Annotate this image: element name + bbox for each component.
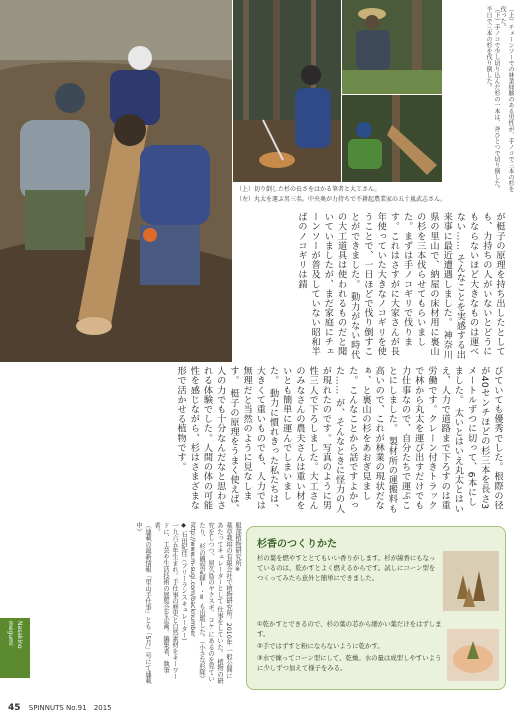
paragraph-f: 太いとはいえ丸太とはいえ、人力で道路まで下ろすのは重労働です。クレーン付きトラックで林から丸太を運び出すだけでも力仕事なので、自分たちで運ぶことにしました。 xyxy=(386,366,464,514)
cedar-incense-box xyxy=(246,526,506,690)
paragraph-c: 神奈川県の里山で、納屋の床材用に裏山の杉を三本伐らせてもらいました。まずは手ノコギリで伐ります。これはさすがに大家さんが長年使っていた大きなノコギリを使うことで、一日ほどで伐り倒すことができました。 xyxy=(348,212,453,360)
article-text-middle xyxy=(8,366,504,514)
profile-line-5: にあるのを見ていたり、 xyxy=(198,522,214,682)
photo-measuring xyxy=(233,0,341,182)
profile-line-6: 杉の観察記録Ⅰ・Ⅱ も出版した。（小さな杉隊） xyxy=(198,542,205,682)
magazine-name: SPINNUTS No.91 xyxy=(28,704,87,712)
profile-name: ◆ 石田紀佳（フリーランスキュレーター） xyxy=(180,522,187,645)
profile-line-1: 薬草栽培の有限会社で植物研究所。2010年 xyxy=(225,522,232,646)
box-step-1: ①乾かすとできるので、杉の葉の芯から細かい葉だけをはずします。 xyxy=(257,620,442,638)
incense-cone-photo xyxy=(443,551,499,611)
photo-log-carry xyxy=(0,0,232,362)
caption-bottom-left-1: （上）切り倒した杉の長さをはかる筆者と大工さん。 xyxy=(236,186,381,193)
profile-org: 服部植物研究所※ xyxy=(234,522,241,574)
page-number: 45 xyxy=(8,703,21,713)
profile-note: （連載の最新情報「里山手仕事」とも「5月」号にて連載中） xyxy=(135,522,151,684)
profile-bio: 一九六五年生まれ。手仕事の歴史と自然素材をキーワードに、工芸や生活技術の展覧会を企画。編集者、執筆者。 xyxy=(153,522,178,680)
caption-top-right-1: （上）チェーンソーでの林業経験のある男性が、手ノコで三本の杉を伐った。 xyxy=(499,6,514,192)
author-profile xyxy=(36,522,242,684)
caption-bottom-left-2: （左）丸太を運ぶ男三名。中央奥が力持ちで不耕起農業家の五十嵐武志さん。 xyxy=(236,196,447,203)
year: 2015 xyxy=(93,704,112,712)
paragraph-h: が、そんなときに怪力の人が現れたのです。写真のように男性三人で下ろしました。大工さんのみなさんの農夫さんは重い材をいとも簡単に運んでしまいました。 xyxy=(267,366,345,514)
box-intro: 杉の葉を燃やすととてもいい香りがします。杉が線香にもなっているのは、乾かすとよく燃えるからです。試しにコーン型をつくってみたら意外と簡単にできました。 xyxy=(257,554,436,582)
paragraph-g: 製材所の運搬料も高いので、これが林業の現状だなぁ、と裏山の杉をあおぎ見ました。こんなことから話ですよかった…… xyxy=(333,366,398,514)
hand-cone-photo xyxy=(447,629,499,681)
paragraph-j: 梃子の原理をうまく使えば、人の力でも十分なんだなと思わされる体験でした。人間の体の可能性を感じながら、杉はさまざまな形で活かせる植物です。 xyxy=(175,366,239,514)
side-logo-text: Nasakino megumi xyxy=(7,621,23,649)
photo-sawing xyxy=(342,0,442,94)
paragraph-e: びていても優秀でした。根際の径が40センチほどの杉三本を長さ3メートルずつに切って、6本にしました。 xyxy=(452,366,503,510)
paragraph-a: が梃子の原理を持ち出したとしても、力持ちの人がいないとどうにもならないほど大きなものは運べない…… xyxy=(454,212,505,356)
caption-top-right-2: （下）手ノコで少し切り込んだ杉の一本は、斧ひとつで切り倒した。半日で三本の杉を伐り倒した。 xyxy=(485,6,500,192)
article-text-upper xyxy=(236,212,506,360)
box-title: 杉香のつくりかた xyxy=(257,539,337,550)
paragraph-b: そんなことを実感する出来事に最近遭遇しました。 xyxy=(441,212,466,360)
paragraph-d: 動力がない時代の大工道具は使われるものだと聞いていましたが、まだ家庭にチェーンソーが普及していない昭和半ばのノコギリは錆 xyxy=(295,212,360,360)
profile-line-4: 植物の研究をしつつ、屋久島のヤクスギ、コケ xyxy=(207,522,223,684)
box-step-3: ③水で練ってコーン型にして、乾燥。水の量は成型しやすいように少しずつ加えて様子をみる。 xyxy=(257,654,442,672)
paragraph-i: 動力に慣れきった私たちは、大きくて重いものでも、人力では無理だと当然のように見なします。 xyxy=(227,366,279,514)
profile-url[interactable]: http://www.m-sugi.com/backnumber xyxy=(189,522,196,637)
profile-line-2: 一般公開にあたってキュレーターとして xyxy=(216,522,232,679)
photo-axe xyxy=(342,95,442,182)
side-logo xyxy=(0,618,30,678)
footer xyxy=(8,703,112,713)
box-step-2: ②手ではずすと粉にならないように乾かす。 xyxy=(257,642,384,650)
profile-line-3: 仕事をしていた。 xyxy=(216,605,223,657)
